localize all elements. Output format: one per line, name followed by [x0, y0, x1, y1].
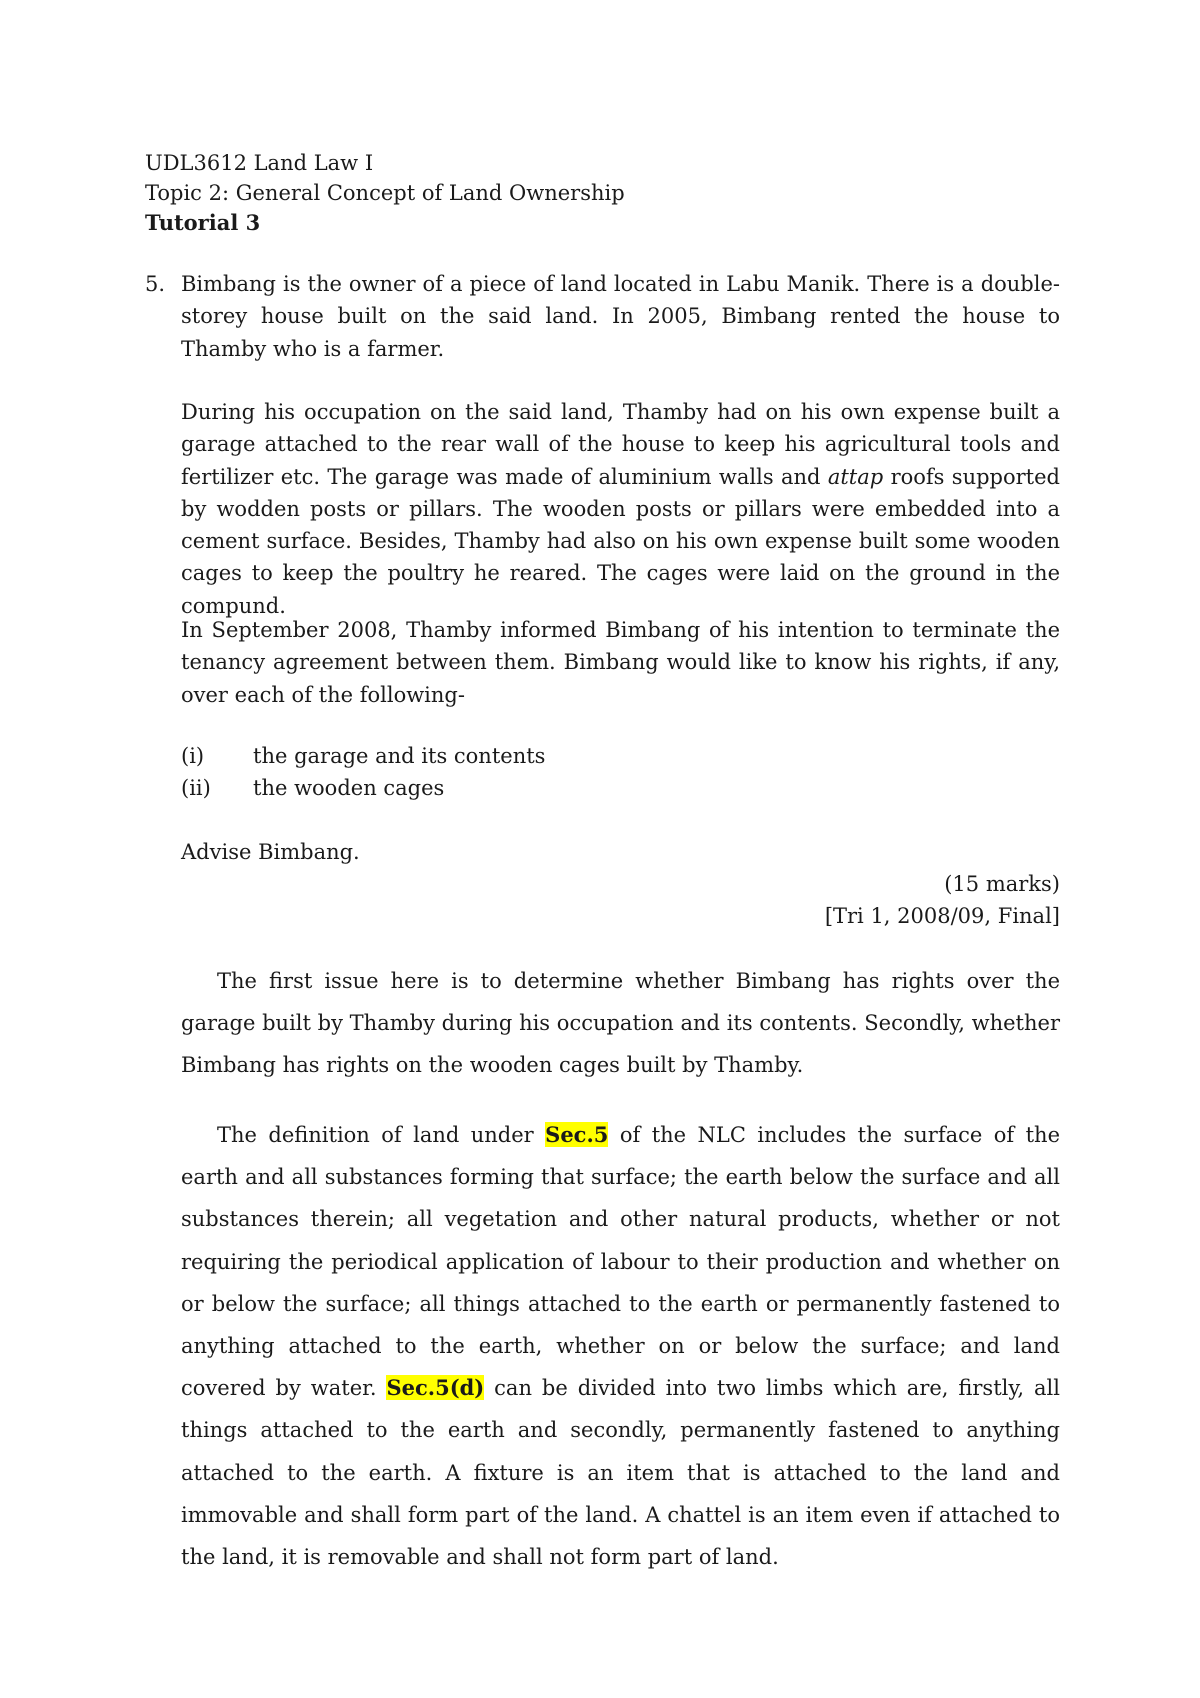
- answer-paragraph-2-text-b: of the NLC includes the surface of the earth and all substances forming that surface; the earth below the surface and all substances therein; all vegetation and other natural products, whether or not requiring the periodical application of labour to their production and whether on or below the surface; all things attached to the earth or permanently fastened to anything attached to the earth, whether on or below the surface; and land covered by water.: [181, 1123, 1060, 1401]
- question-paragraph-2-text-b: roofs supported by wodden posts or pillars. The wooden posts or pillars were embedded into a cement surface. Besides, Thamby had also on his own expense built some wooden cages to keep the poultry he reared. The cages were laid on the ground in the compund.: [181, 464, 1060, 618]
- course-title: UDL3612 Land Law I: [145, 151, 374, 175]
- topic-title: Topic 2: General Concept of Land Ownership: [145, 181, 625, 205]
- sub-item-text-1: the garage and its contents: [253, 744, 546, 768]
- italic-term: attap: [827, 464, 884, 489]
- highlighted-section-5d: Sec.5(d): [386, 1375, 485, 1401]
- answer-paragraph-2-text-c: can be divided into two limbs which are, firstly, all things attached to the earth and secondly, permanently fastened to anything attached to the earth. A fixture is an item that is attached to the land and immovable and shall form part of the land. A chattel is an item even if attached to the land, it is removable and shall not form part of land.: [181, 1376, 1060, 1570]
- sub-item-number-1: (i): [181, 744, 205, 768]
- answer-paragraph-1: The first issue here is to determine whether Bimbang has rights over the garage built by Thamby during his occupation and its contents. Secondly, whether Bimbang has rights on the wooden cages built by Thamby.: [181, 969, 1060, 1078]
- highlighted-section-5: Sec.5: [545, 1122, 609, 1147]
- question-paragraph-3: In September 2008, Thamby informed Bimbang of his intention to terminate the tenancy agreement between them. Bimbang would like to know his rights, if any, over each of the following-: [181, 618, 1060, 707]
- answer-paragraph-2: [181, 1114, 1060, 1578]
- answer-paragraph-2-text-a: The definition of land under: [217, 1123, 546, 1147]
- sub-item-text-2: the wooden cages: [253, 776, 445, 800]
- advise-line: Advise Bimbang.: [181, 840, 360, 864]
- sub-item-number-2: (ii): [181, 776, 211, 800]
- question-paragraph-2-text-a: During his occupation on the said land, Thamby had on his own expense built a garage attached to the rear wall of the house to keep his agricultural tools and fertilizer etc. The garage was made of aluminium walls and: [181, 400, 1060, 489]
- marks-label: (15 marks): [944, 872, 1060, 896]
- question-paragraph-1: Bimbang is the owner of a piece of land located in Labu Manik. There is a double-storey house built on the said land. In 2005, Bimbang rented the house to Thamby who is a farmer.: [181, 272, 1060, 361]
- question-paragraph-2: [181, 396, 1060, 622]
- tutorial-title: Tutorial 3: [145, 210, 261, 235]
- exam-source: [Tri 1, 2008/09, Final]: [824, 904, 1060, 928]
- question-number: 5.: [145, 272, 166, 296]
